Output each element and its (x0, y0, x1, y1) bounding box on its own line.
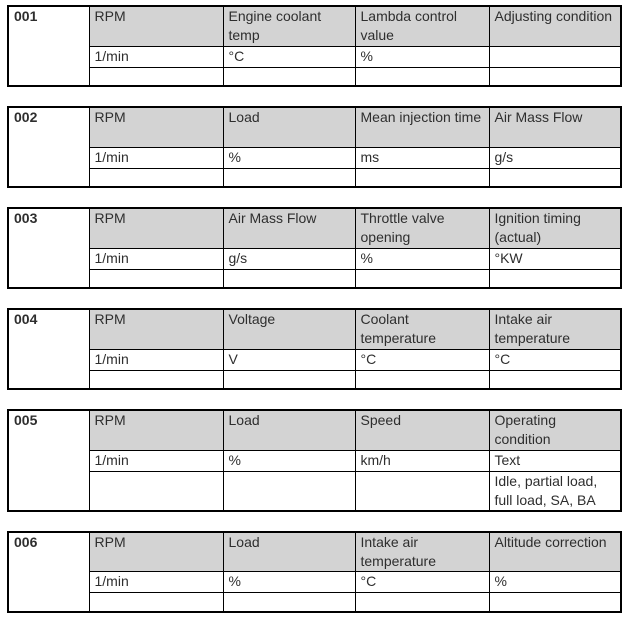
header-cell: Load (223, 107, 355, 147)
header-cell: Air Mass Flow (223, 208, 355, 248)
value-cell (89, 471, 223, 511)
block-id-cell: 001 (8, 6, 89, 86)
measuring-block-table-003 (7, 207, 622, 289)
header-cell: RPM (89, 107, 223, 147)
unit-cell: °C (489, 349, 621, 370)
header-cell: Throttle valve opening (355, 208, 489, 248)
value-cell (89, 168, 223, 187)
unit-cell: % (355, 248, 489, 269)
unit-cell: g/s (489, 147, 621, 168)
header-cell: Air Mass Flow (489, 107, 621, 147)
header-cell: Mean injection time (355, 107, 489, 147)
header-cell: Coolant temperature (355, 309, 489, 349)
measuring-block-table-005 (7, 409, 622, 512)
values-row (8, 168, 621, 187)
unit-cell (489, 46, 621, 67)
header-cell: RPM (89, 6, 223, 46)
unit-cell: % (223, 572, 355, 593)
measuring-block-table-006 (7, 531, 622, 613)
unit-cell: 1/min (89, 46, 223, 67)
header-cell: Engine coolant temp (223, 6, 355, 46)
unit-cell: 1/min (89, 248, 223, 269)
value-cell: Idle, partial load, full load, SA, BA (489, 471, 621, 511)
value-cell (355, 471, 489, 511)
block-id-cell: 002 (8, 107, 89, 187)
units-row (8, 248, 621, 269)
units-row (8, 349, 621, 370)
header-cell: RPM (89, 309, 223, 349)
header-row (8, 410, 621, 450)
unit-cell: °KW (489, 248, 621, 269)
value-cell (89, 593, 223, 612)
value-cell (489, 168, 621, 187)
header-row (8, 107, 621, 147)
unit-cell: g/s (223, 248, 355, 269)
value-cell (223, 168, 355, 187)
unit-cell: Text (489, 450, 621, 471)
value-cell (223, 67, 355, 86)
value-cell (223, 471, 355, 511)
unit-cell: % (223, 450, 355, 471)
value-cell (355, 370, 489, 389)
values-row (8, 370, 621, 389)
value-cell (489, 593, 621, 612)
value-cell (489, 269, 621, 288)
value-cell (355, 269, 489, 288)
unit-cell: % (223, 147, 355, 168)
value-cell (489, 370, 621, 389)
block-id-cell: 003 (8, 208, 89, 288)
value-cell (89, 370, 223, 389)
unit-cell: °C (355, 572, 489, 593)
header-cell: Intake air temperature (355, 532, 489, 572)
header-cell: Speed (355, 410, 489, 450)
header-cell: Operating condition (489, 410, 621, 450)
value-cell (89, 67, 223, 86)
value-cell (355, 593, 489, 612)
header-cell: Lambda control value (355, 6, 489, 46)
header-cell: Voltage (223, 309, 355, 349)
values-row (8, 67, 621, 86)
header-cell: RPM (89, 532, 223, 572)
unit-cell: % (355, 46, 489, 67)
value-cell (89, 269, 223, 288)
units-row (8, 450, 621, 471)
values-row (8, 593, 621, 612)
units-row (8, 46, 621, 67)
unit-cell: km/h (355, 450, 489, 471)
units-row (8, 572, 621, 593)
measuring-block-table-001 (7, 5, 622, 87)
header-row (8, 6, 621, 46)
header-row (8, 208, 621, 248)
units-row (8, 147, 621, 168)
header-row (8, 532, 621, 572)
block-id-cell: 004 (8, 309, 89, 389)
unit-cell: 1/min (89, 572, 223, 593)
header-cell: Load (223, 532, 355, 572)
unit-cell: V (223, 349, 355, 370)
value-cell (223, 269, 355, 288)
unit-cell: °C (355, 349, 489, 370)
value-cell (355, 168, 489, 187)
values-row (8, 471, 621, 511)
value-cell (223, 593, 355, 612)
value-cell (355, 67, 489, 86)
header-cell: Intake air temperature (489, 309, 621, 349)
unit-cell: 1/min (89, 450, 223, 471)
measuring-block-table-004 (7, 308, 622, 390)
header-cell: RPM (89, 208, 223, 248)
unit-cell: °C (223, 46, 355, 67)
value-cell (223, 370, 355, 389)
header-cell: Adjusting condition (489, 6, 621, 46)
block-id-cell: 006 (8, 532, 89, 612)
measuring-block-table-002 (7, 106, 622, 188)
header-cell: RPM (89, 410, 223, 450)
header-cell: Altitude correction (489, 532, 621, 572)
header-cell: Load (223, 410, 355, 450)
values-row (8, 269, 621, 288)
unit-cell: ms (355, 147, 489, 168)
unit-cell: 1/min (89, 349, 223, 370)
unit-cell: % (489, 572, 621, 593)
value-cell (489, 67, 621, 86)
unit-cell: 1/min (89, 147, 223, 168)
block-id-cell: 005 (8, 410, 89, 511)
header-cell: Ignition timing (actual) (489, 208, 621, 248)
header-row (8, 309, 621, 349)
